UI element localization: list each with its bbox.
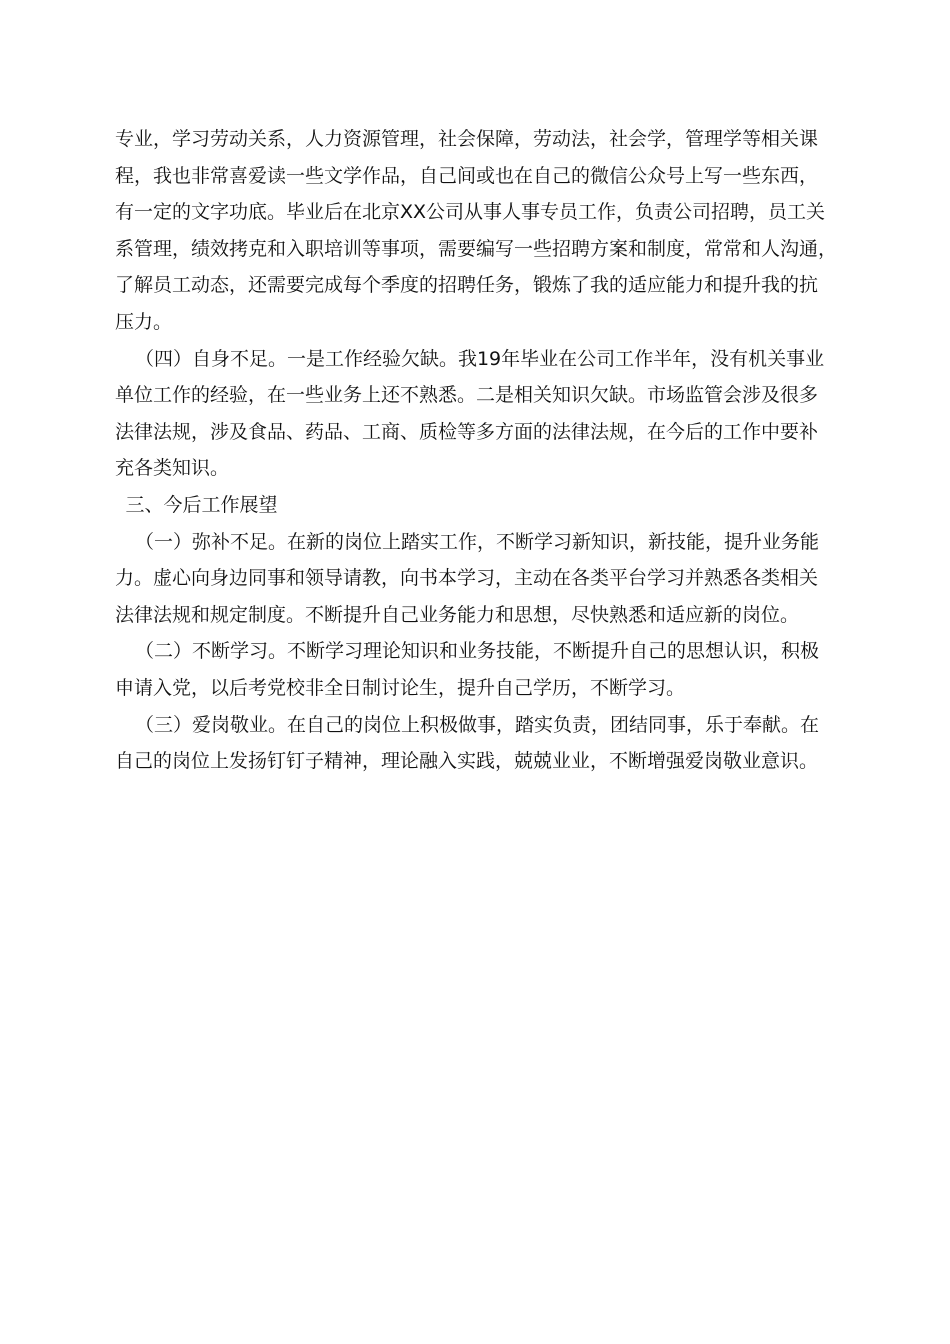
text-line: 三、今后工作展望 — [125, 493, 278, 516]
text-line: 程，我也非常喜爱读一些文学作品，自己间或也在自己的微信公众号上写一些东西， — [115, 164, 819, 187]
section-heading-outlook — [115, 487, 839, 524]
paragraph-keep-learning — [115, 633, 839, 706]
text-line: （四）自身不足。一是工作经验欠缺。我19年毕业在公司工作半年，没有机关事业 — [134, 347, 825, 370]
paragraph-education-experience — [115, 121, 839, 341]
paragraph-dedication — [115, 707, 839, 780]
text-line: 单位工作的经验，在一些业务上还不熟悉。二是相关知识欠缺。市场监管会涉及很多 — [115, 384, 819, 407]
text-line: 系管理，绩效拷克和入职培训等事项，需要编写一些招聘方案和制度，常常和人沟通， — [115, 237, 838, 260]
text-line: 法律法规和规定制度。不断提升自己业务能力和思想，尽快熟悉和适应新的岗位。 — [115, 603, 800, 626]
text-line: 有一定的文字功底。毕业后在北京XX公司从事人事专员工作，负责公司招聘，员工关 — [115, 201, 826, 224]
text-line: 专业，学习劳动关系，人力资源管理，社会保障，劳动法，社会学，管理学等相关课 — [115, 128, 819, 150]
text-line: 自己的岗位上发扬钉钉子精神，理论融入实践，兢兢业业，不断增强爱岗敬业意识。 — [115, 750, 819, 773]
text-line: （三）爱岗敬业。在自己的岗位上积极做事，踏实负责，团结同事，乐于奉献。在 — [134, 713, 819, 736]
text-line: 充各类知识。 — [115, 457, 230, 480]
text-line: 申请入党，以后考党校非全日制讨论生，提升自己学历，不断学习。 — [115, 676, 686, 699]
paragraph-shortcomings — [115, 341, 839, 487]
text-line: （一）弥补不足。在新的岗位上踏实工作，不断学习新知识，新技能，提升业务能 — [134, 530, 819, 553]
document-page — [115, 121, 839, 780]
text-line: 法律法规，涉及食品、药品、工商、质检等多方面的法律法规，在今后的工作中要补 — [115, 420, 819, 443]
paragraph-make-up-shortcomings — [115, 524, 839, 634]
text-line: 力。虚心向身边同事和领导请教，向书本学习，主动在各类平台学习并熟悉各类相关 — [115, 567, 819, 590]
text-line: （二）不断学习。不断学习理论知识和业务技能，不断提升自己的思想认识，积极 — [134, 640, 819, 663]
text-line: 压力。 — [115, 310, 173, 333]
text-line: 了解员工动态，还需要完成每个季度的招聘任务，锻炼了我的适应能力和提升我的抗 — [115, 274, 819, 297]
